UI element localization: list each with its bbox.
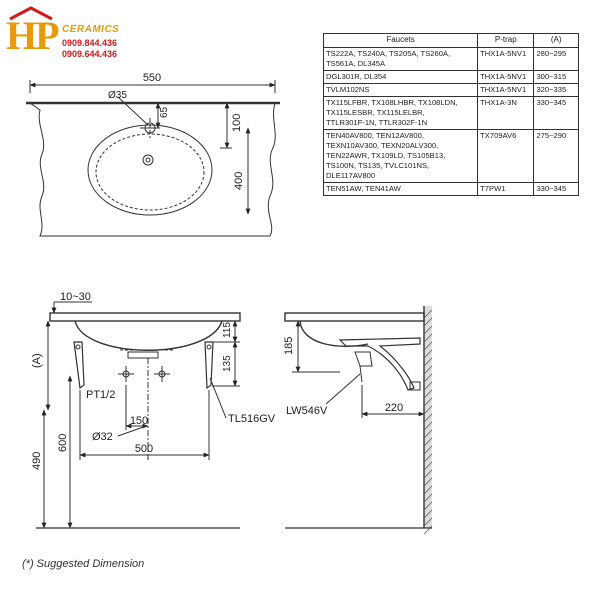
header-ptrap: P-trap [478, 34, 534, 48]
faucet-line: TX115LESBR, TX115LELBR, [326, 108, 425, 117]
logo-phone-2: 0909.644.436 [62, 49, 118, 59]
suggested-dimension-note: (*) Suggested Dimension [22, 558, 145, 570]
dim-drain-label: Ø32 [92, 431, 113, 443]
faucet-line: DLE117AV800 [326, 171, 376, 180]
pt-label: PT1/2 [86, 389, 116, 401]
cell-a: 280~295 [534, 48, 579, 71]
faucet-line: TS561A, DL345A [326, 59, 386, 68]
basin-outer [88, 125, 212, 215]
cell-ptrap: TX709AV6 [478, 130, 534, 183]
dim-rim-label: 10~30 [60, 291, 91, 303]
logo-brand: CERAMICS [62, 24, 120, 35]
dim-front-label: 100 [231, 113, 243, 132]
faucet-line: TS100N, TS135, TVLC101NS, [326, 161, 430, 170]
faucet-line: TEN51AW, TEN41AW [326, 184, 401, 193]
cell-a: 330~345 [534, 97, 579, 130]
faucet-line: TEXN10AV300, TEXN20ALV300, [326, 141, 439, 150]
cell-ptrap: THX1A-5NV1 [478, 84, 534, 97]
tl-label: TL516GV [228, 413, 276, 425]
dim-600-label: 600 [57, 433, 69, 452]
header-a: (A) [534, 34, 579, 48]
dim-220-label: 220 [384, 402, 404, 414]
dim-a-label: (A) [31, 353, 43, 368]
dim-185-label: 185 [283, 336, 295, 355]
dim-width-label: 550 [142, 72, 162, 84]
faucet-line: DGL301R, DL354 [326, 72, 387, 81]
cell-a: 300~315 [534, 71, 579, 84]
cell-ptrap: T7PW1 [478, 183, 534, 196]
faucet-line: TEN22AWR, TX109LD, TS105B13, [326, 151, 446, 160]
faucet-line: TVLM102NS [326, 85, 370, 94]
cell-a: 330~345 [534, 183, 579, 196]
basin-profile [75, 321, 222, 350]
dim-115-label: 115 [222, 322, 233, 338]
front-counter [50, 313, 240, 321]
top-view [26, 80, 280, 236]
dim-150-label: 150 [129, 415, 149, 427]
faucet-line: TX115LFBR, TX108LHBR, TX108LDN, [326, 98, 458, 107]
faucet-line: TEN40AV800, TEN12AV800, [326, 131, 424, 140]
logo-letters: HP [6, 13, 58, 58]
lw-label: LW546V [286, 405, 328, 417]
dim-135-label: 135 [222, 355, 233, 372]
faucet-line: TS222A, TS240A, TS205A, TS260A, [326, 49, 451, 58]
header-faucets: Faucets [324, 34, 478, 48]
basin-inner [96, 134, 204, 210]
side-view [285, 306, 432, 534]
dim-offset-label: 65 [159, 106, 170, 118]
dim-depth-label: 400 [233, 171, 245, 190]
logo-phone-1: 0909.844.436 [62, 38, 118, 48]
side-counter [285, 313, 424, 321]
faucet-line: TTLR301F-1N, TTLR302F-1N [326, 118, 428, 127]
cell-a: 275~290 [534, 130, 579, 183]
side-basin [300, 321, 368, 346]
dim-500-label: 500 [134, 443, 154, 455]
dim-490-label: 490 [31, 451, 43, 470]
cell-ptrap: THX1A-3N [478, 97, 534, 130]
drain-hole [143, 155, 153, 165]
cell-a: 320~335 [534, 84, 579, 97]
dim-hole-label: Ø35 [108, 90, 127, 101]
side-bracket [340, 338, 420, 390]
cell-ptrap: THX1A-5NV1 [478, 48, 534, 71]
cell-ptrap: THX1A-5NV1 [478, 71, 534, 84]
